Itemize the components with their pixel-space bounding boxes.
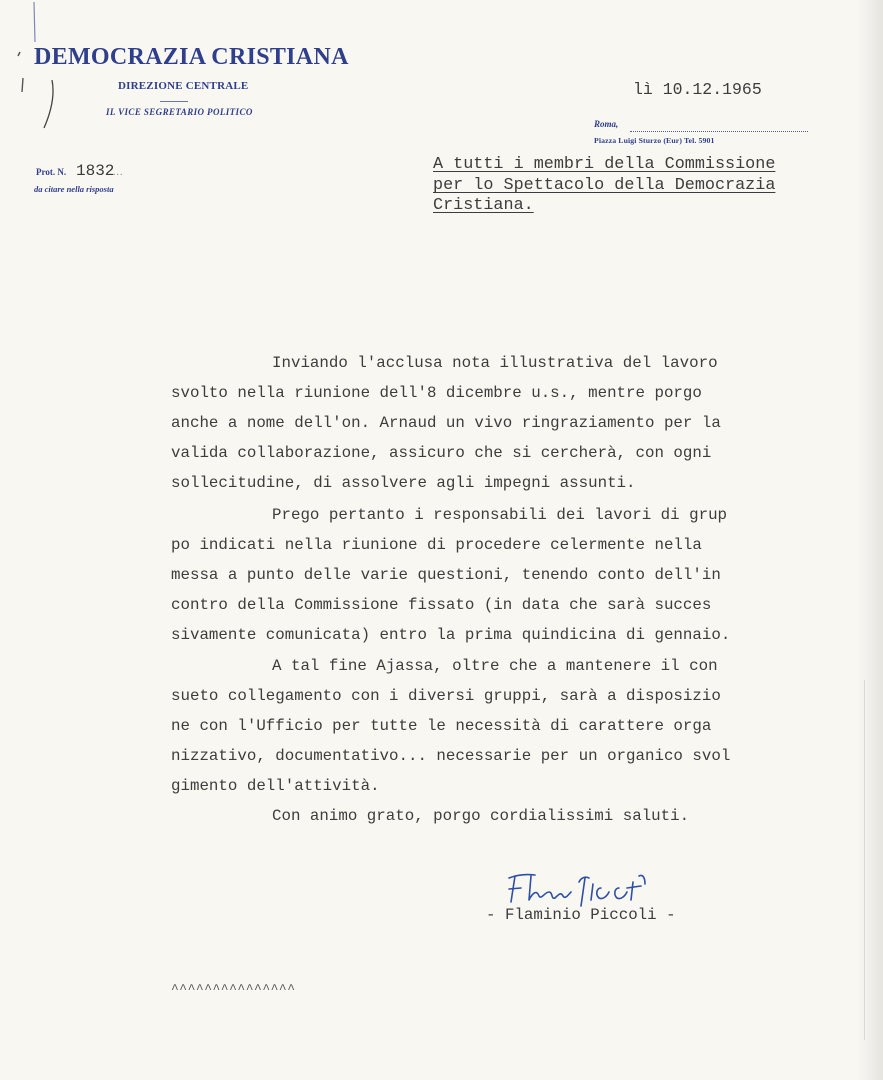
body-line: messa a punto delle varie questioni, tenendo conto dell'in	[171, 566, 721, 584]
office-title: IL VICE SEGRETARIO POLITICO	[106, 107, 253, 117]
typed-signature: - Flaminio Piccoli -	[486, 906, 676, 924]
city-dotted-line	[630, 124, 808, 132]
letter-date: lì 10.12.1965	[633, 80, 762, 99]
body-line: valida collaborazione, assicuro che si cercherà, con ogni	[171, 444, 712, 462]
addressee-line: per lo Spettacolo della Democrazia	[433, 176, 776, 195]
addressee-line: A tutti i membri della Commissione	[433, 155, 776, 174]
organization-name: DEMOCRAZIA CRISTIANA	[34, 44, 349, 70]
body-line: anche a nome dell'on. Arnaud un vivo ringraziamento per la	[171, 414, 721, 432]
addressee-line: Cristiana.	[433, 196, 534, 215]
body-line: contro della Commissione fissato (in data che sarà succes	[171, 596, 712, 614]
body-line: sollecitudine, di assolvere agli impegni assunti.	[171, 474, 636, 492]
body-line: ne con l'Ufficio per tutte le necessità di carattere orga	[171, 717, 712, 735]
body-line: po indicati nella riunione di procedere celermente nella	[171, 536, 702, 554]
body-line: A tal fine Ajassa, oltre che a mantenere il con	[272, 657, 718, 675]
city-label: Roma,	[594, 119, 619, 129]
letterhead-rule	[160, 101, 188, 102]
paper-edge-line	[864, 680, 865, 1040]
body-line: sueto collegamento con i diversi gruppi, sarà a disposizio	[171, 687, 721, 705]
body-line: Inviando l'acclusa nota illustrativa del lavoro	[272, 354, 718, 372]
body-line: nizzativo, documentativo... necessarie per un organico svol	[171, 747, 731, 765]
closing-line: Con animo grato, porgo cordialissimi saluti.	[272, 807, 690, 825]
protocol-number: 1832	[76, 162, 115, 180]
paper-edge-shadow	[857, 0, 883, 1080]
body-line: gimento dell'attività.	[171, 777, 380, 795]
department-name: DIREZIONE CENTRALE	[118, 80, 249, 92]
protocol-note: da citare nella risposta	[34, 184, 114, 194]
protocol-dots: ...	[113, 167, 124, 178]
body-line: sivamente comunicata) entro la prima quindicina di gennaio.	[171, 626, 731, 644]
body-line: Prego pertanto i responsabili dei lavori di grup	[272, 506, 728, 524]
office-address: Piazza Luigi Sturzo (Eur) Tel. 5901	[594, 136, 715, 145]
protocol-label: Prot. N.	[36, 167, 67, 177]
handwritten-signature	[505, 862, 705, 912]
end-marks: ^^^^^^^^^^^^^^^	[171, 982, 296, 997]
body-line: svolto nella riunione dell'8 dicembre u.s., mentre porgo	[171, 384, 702, 402]
